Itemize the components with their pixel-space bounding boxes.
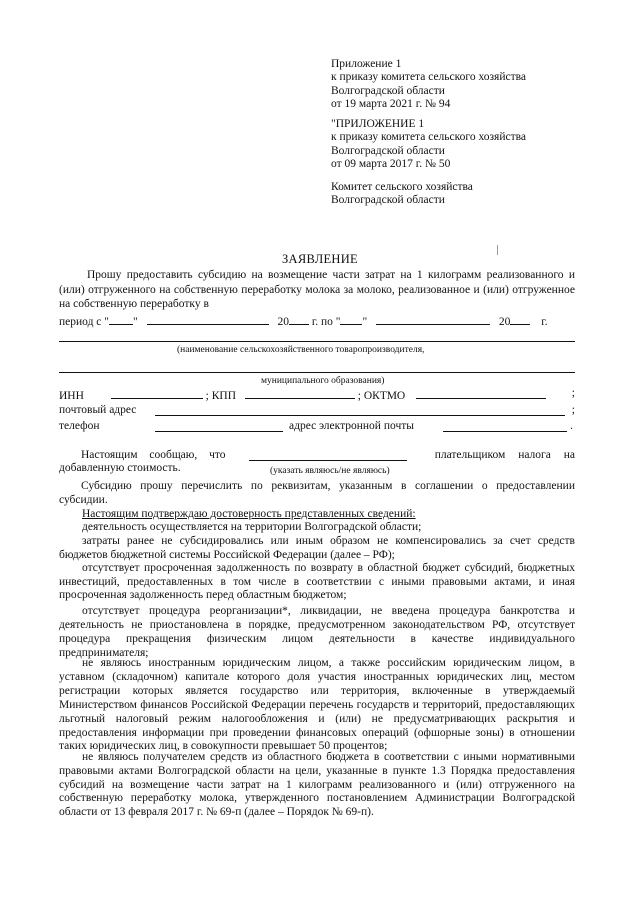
appendix-header-2021 — [331, 58, 526, 111]
phone-row — [59, 420, 575, 433]
email-field[interactable] — [443, 420, 567, 432]
vat-caption: (указать являюсь/не являюсь) — [270, 466, 390, 476]
vat-line2: добавленную стоимость. — [59, 462, 181, 474]
header-line: от 19 марта 2021 г. № 94 — [331, 97, 451, 110]
vat-end: плательщиком налога на — [434, 449, 575, 461]
year-suffix: г. — [541, 316, 548, 328]
producer-name-field[interactable] — [59, 341, 575, 342]
transfer-paragraph: Субсидию прошу перечислить по реквизитам, указанным в соглашении о предоставлении субсидии. — [59, 480, 575, 506]
quote-close: " — [132, 316, 138, 328]
vat-start: Настоящим сообщаю, что — [81, 449, 226, 461]
period-mark: . — [570, 420, 573, 432]
confirm-item: не являюсь иностранным юридическим лицом, а также российским юридическим лицом, в уставном (складочном) капитале которого доля участия иностранных юридических лиц, местом регистрации которых является государство или территория, включенные в утверждаемый Министерством финансов Российской Федерации перечень государств и территорий, предоставляющих льготный налоговый режим налогообложения и (или) не предусматривающих раскрытия и предоставления информации при проведении финансовых операций (офшорные зоны) в отношении таких юридических лиц, в совокупности превышает 50 процентов; — [59, 657, 575, 753]
header-line: к приказу комитета сельского хозяйства — [331, 71, 527, 84]
postal-row — [59, 404, 575, 417]
confirm-item: деятельность осуществляется на территории Волгоградской области; — [82, 521, 422, 533]
period-end-year-field[interactable] — [510, 313, 530, 325]
vat-row — [59, 449, 575, 462]
header-line: от 09 марта 2017 г. № 50 — [331, 157, 451, 170]
document-title: ЗАЯВЛЕНИЕ — [282, 252, 358, 266]
municipality-caption: муниципального образования) — [261, 376, 385, 386]
period-end-month-field[interactable] — [376, 313, 490, 325]
year-prefix: 20 — [498, 316, 511, 328]
appendix-header-2017 — [331, 118, 526, 171]
phone-label: телефон — [59, 420, 100, 432]
header-line: Волгоградской области — [331, 144, 445, 157]
confirm-item: затраты ранее не субсидировались или иным образом не компенсировались за счет средств бюджетов бюджетной системы Российской Федерации (далее – РФ); — [59, 535, 575, 561]
year-prefix: 20 — [277, 316, 289, 328]
request-paragraph: Прошу предоставить субсидию на возмещение части затрат на 1 килограмм реализованного и (или) отгруженного на собственную переработку молока за молоко, реализованное и (или) отгруженное на собственную переработку в — [59, 269, 575, 310]
addressee-line: Волгоградской области — [331, 194, 445, 207]
period-mid: г. по " — [311, 316, 341, 328]
confirm-item: не являюсь получателем средств из областного бюджета в соответствии с иными нормативными правовыми актами Волгоградской области на цели, указанные в пункте 1.3 Порядка предоставления субсидий на возмещение части затрат на 1 килограмм реализованного и (или) отгруженного на собственную переработку молока, утвержденного постановлением Администрации Волгоградской области от 13 февраля 2017 г. № 69-п (далее – Порядок № 69-п). — [59, 751, 575, 819]
header-line: Волгоградской области — [331, 84, 445, 97]
semicolon: ; — [571, 387, 575, 399]
addressee-line: Комитет сельского хозяйства — [331, 181, 473, 193]
header-line: "ПРИЛОЖЕНИЕ 1 — [331, 118, 425, 130]
quote-close: " — [362, 316, 368, 328]
period-end-day-field[interactable] — [340, 313, 362, 325]
period-start-year-field[interactable] — [289, 313, 309, 325]
header-line: к приказу комитета сельского хозяйства — [331, 131, 527, 144]
period-start-month-field[interactable] — [147, 313, 269, 325]
kpp-label: ; КПП — [205, 390, 237, 402]
header-line: Приложение 1 — [331, 58, 402, 70]
inn-label: ИНН — [59, 390, 84, 402]
period-prefix: период с " — [59, 316, 109, 328]
postal-address-field[interactable] — [155, 404, 565, 416]
oktmo-field[interactable] — [416, 387, 546, 399]
confirm-heading: Настоящим подтверждаю достоверность представленных сведений: — [82, 508, 416, 520]
producer-caption: (наименование сельскохозяйственного товаропроизводителя, — [177, 345, 425, 355]
postal-label: почтовый адрес — [59, 404, 137, 416]
phone-field[interactable] — [155, 420, 283, 432]
vat-status-field[interactable] — [249, 449, 407, 461]
confirm-item: отсутствует просроченная задолженность по возврату в областной бюджет субсидий, бюджетных инвестиций, предоставленных в том числе в соответствии с иными правовыми актами, и иная просроченная задолженность перед областным бюджетом; — [59, 562, 575, 602]
period-line — [59, 313, 548, 329]
oktmo-label: ; ОКТМО — [357, 390, 406, 402]
municipality-field[interactable] — [59, 372, 575, 373]
email-label: адрес электронной почты — [289, 420, 414, 432]
period-start-day-field[interactable] — [109, 313, 133, 325]
kpp-field[interactable] — [245, 387, 355, 399]
confirm-item: отсутствует процедура реорганизации*, ликвидации, не введена процедура банкротства и деятельность не приостановлена в порядке, предусмотренном законодательством РФ, отсутствует процедура прекращения физическим лицом деятельности в качестве индивидуального предпринимателя; — [59, 605, 575, 659]
ids-row — [59, 387, 575, 403]
inn-field[interactable] — [111, 387, 203, 399]
semicolon: ; — [571, 404, 575, 416]
addressee-block — [331, 181, 473, 208]
